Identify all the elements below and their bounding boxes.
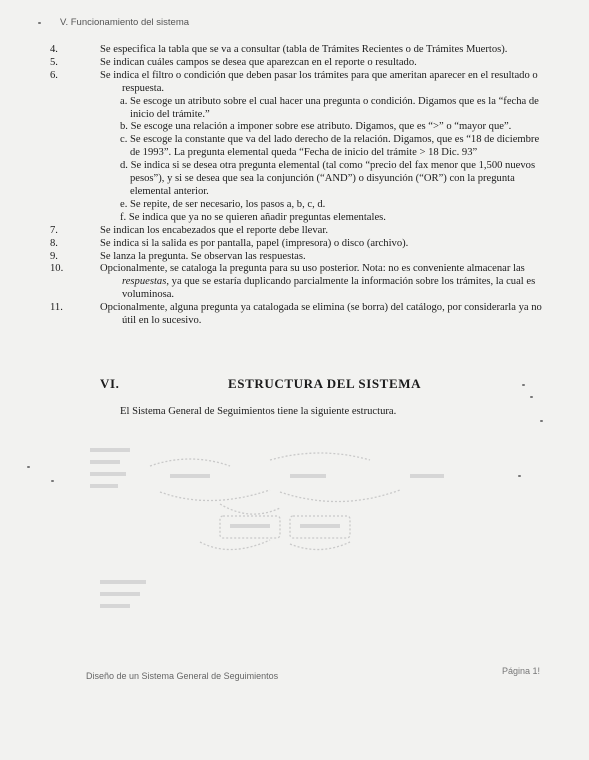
- diagram-label-smudge: [100, 604, 130, 608]
- list-item: 6. Se indica el filtro o condición que deben pasar los trámites para que ameritan aparecer en el resultado o respuesta.: [50, 69, 538, 94]
- diagram-arc: [290, 542, 350, 550]
- diagram-label-smudge: [290, 474, 326, 478]
- section-number: VI.: [100, 376, 120, 391]
- substep-item: e. Se repite, de ser necesario, los pasos a, b, c, d.: [120, 198, 326, 210]
- diagram-arc: [220, 504, 280, 514]
- diagram-label-smudge: [100, 580, 146, 584]
- diagram-arc: [160, 490, 270, 501]
- procedure-list: [50, 44, 548, 328]
- scan-speck: [27, 466, 30, 468]
- diagram-label-smudge: [410, 474, 444, 478]
- diagram-arc: [280, 490, 400, 502]
- scan-speck: [540, 420, 543, 422]
- page-number: Página 1!: [502, 666, 541, 676]
- list-item: 8. Se indica si la salida es por pantalla, papel (impresora) o disco (archivo).: [50, 237, 409, 249]
- list-item: 5. Se indican cuáles campos se desea que aparezcan en el reporte o resultado.: [50, 56, 417, 68]
- diagram-arc: [200, 540, 270, 550]
- substep-item: b. Se escoge una relación a imponer sobre ese atributo. Digamos, que es “>” o “mayor que”.: [120, 121, 512, 133]
- diagram-arc: [270, 453, 370, 460]
- substep-list: [86, 96, 548, 225]
- diagram-label-smudge: [90, 448, 130, 452]
- section-intro: El Sistema General de Seguimientos tiene la siguiente estructura.: [120, 406, 397, 417]
- footer-document-title: Diseño de un Sistema General de Seguimientos: [86, 671, 279, 681]
- diagram-label-smudge: [90, 484, 118, 488]
- scan-speck: [522, 384, 525, 386]
- scan-speck: [38, 22, 41, 24]
- scan-speck: [51, 480, 54, 482]
- substep-item: a. Se escoge un atributo sobre el cual hacer una pregunta o condición. Digamos que es la “fecha de inicio del trámite.”: [120, 95, 539, 120]
- list-item: 7. Se indican los encabezados que el reporte debe llevar.: [50, 224, 328, 236]
- substep-item: c. Se escoge la constante que va del lado derecho de la relación. Digamos, que es “18 de diciembre de 1993”. La pregunta elemental queda “Fecha de inicio del trámite > 18 Dic. 93”: [120, 134, 540, 159]
- faded-structure-diagram: [80, 430, 530, 620]
- substep-item: d. Se indica si se desea otra pregunta elemental (tal como “precio del fax menor que 1,500 nuevos pesos”), y si se desea que sea la conjunción (“AND”) o disyunción (“OR”) con la pregunta elemental anterior.: [120, 160, 536, 197]
- substep-item: f. Se indica que ya no se quieren añadir preguntas elementales.: [120, 211, 386, 223]
- diagram-label-smudge: [230, 524, 270, 528]
- diagram-label-smudge: [170, 474, 210, 478]
- list-item: 4. Se especifica la tabla que se va a consultar (tabla de Trámites Recientes o de Trámites Muertos).: [50, 44, 508, 55]
- diagram-arc: [150, 459, 230, 466]
- running-header: V. Funcionamiento del sistema: [60, 17, 190, 28]
- section-title: ESTRUCTURA DEL SISTEMA: [228, 376, 422, 391]
- list-item: 9. Se lanza la pregunta. Se observan las respuestas.: [50, 250, 306, 262]
- diagram-label-smudge: [90, 460, 120, 464]
- diagram-label-smudge: [100, 592, 140, 596]
- list-item: 11. Opcionalmente, alguna pregunta ya catalogada se elimina (se borra) del catálogo, por considerarla ya no útil en lo sucesivo.: [50, 302, 542, 327]
- scan-speck: [530, 396, 533, 398]
- list-item: 10. Opcionalmente, se cataloga la pregunta para su uso posterior. Nota: no es conveniente almacenar las respuestas, ya que se estaría duplicando parcialmente la información sobre los trámites, la cual es voluminosa.: [50, 263, 536, 301]
- diagram-label-smudge: [90, 472, 126, 476]
- diagram-label-smudge: [300, 524, 340, 528]
